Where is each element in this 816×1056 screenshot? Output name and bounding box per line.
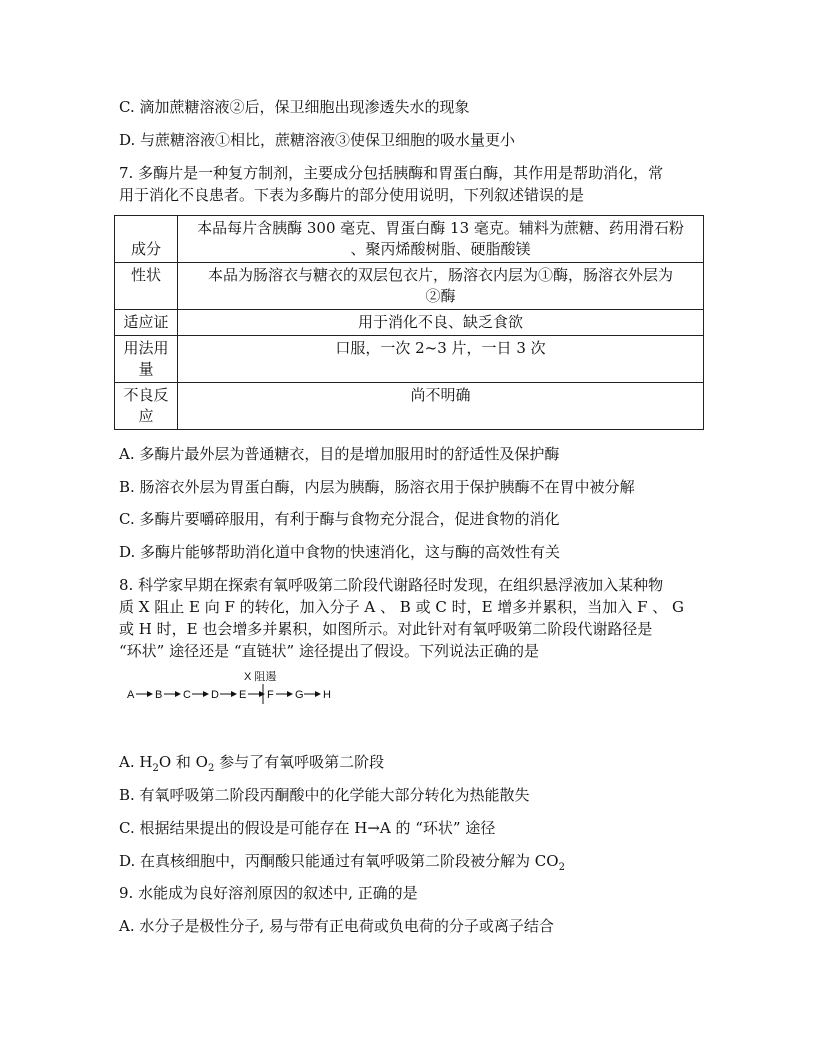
q7-option-d: D. 多酶片能够帮助消化道中食物的快速消化，这与酶的高效性有关: [119, 543, 561, 561]
pathway-node: B: [155, 689, 163, 701]
q6-option-d: D. 与蔗糖溶液①相比，蔗糖溶液③使保卫细胞的吸水量更小: [119, 131, 516, 149]
q8-stem: [119, 574, 699, 662]
table-row: [115, 216, 704, 263]
metabolic-pathway-diagram: [125, 670, 365, 720]
table-cell-value: 尚不明确: [178, 383, 704, 430]
block-label: X 阻遏: [244, 671, 277, 683]
q9-option-a: A. 水分子是极性分子, 易与带有正电荷或负电荷的分子或离子结合: [119, 917, 554, 935]
table-cell-label: 成分: [115, 216, 178, 263]
pathway-node: G: [295, 689, 304, 701]
table-cell-label: 性状: [115, 263, 178, 310]
table-row: [115, 383, 704, 430]
pathway-node: A: [127, 689, 135, 701]
table-row: [115, 310, 704, 336]
pathway-node: H: [323, 689, 331, 701]
q8-stem-line: 8. 科学家早期在探索有氧呼吸第二阶段代谢路径时发现，在组织悬浮液加入某种物: [119, 576, 664, 594]
q8-stem-line: 质 X 阻止 E 向 F 的转化，加入分子 A 、 B 或 C 时，E 增多并累积，当加入 F 、 G: [119, 598, 685, 616]
table-row: [115, 263, 704, 310]
q8-option-d: D. 在真核细胞中，丙酮酸只能通过有氧呼吸第二阶段被分解为 $CO_2$: [119, 852, 565, 873]
q7-stem-line: 7. 多酶片是一种复方制剂，主要成分包括胰酶和胃蛋白酶，其作用是帮助消化，常: [119, 164, 664, 182]
table-row: [115, 336, 704, 383]
table-cell-value: 本品为肠溶衣与糖衣的双层包衣片，肠溶衣内层为①酶，肠溶衣外层为 ②酶: [178, 263, 704, 310]
q7-option-b: B. 肠溶衣外层为胃蛋白酶，内层为胰酶，肠溶衣用于保护胰酶不在胃中被分解: [119, 478, 635, 496]
q7-stem-line: 用于消化不良患者。下表为多酶片的部分使用说明，下列叙述错误的是: [119, 186, 585, 204]
q7-drug-info-table: [114, 215, 704, 430]
table-cell-value: 用于消化不良、缺乏食欲: [178, 310, 704, 336]
q8-option-b: B. 有氧呼吸第二阶段丙酮酸中的化学能大部分转化为热能散失: [119, 786, 530, 804]
q8-option-c: C. 根据结果提出的假设是可能存在 H→A 的 “环状” 途径: [119, 819, 496, 837]
q8-option-a: A. $H_2O$ 和 $O_2$ 参与了有氧呼吸第二阶段: [119, 753, 385, 774]
q6-option-c: C. 滴加蔗糖溶液②后，保卫细胞出现渗透失水的现象: [119, 98, 470, 116]
pathway-node: D: [211, 689, 219, 701]
table-cell-label: 用法用 量: [115, 336, 178, 383]
q8-stem-line: 或 H 时，E 也会增多并累积，如图所示。对此针对有氧呼吸第二阶段代谢路径是: [119, 620, 653, 638]
pathway-node: F: [267, 689, 274, 701]
pathway-node: E: [239, 689, 247, 701]
table-cell-value: 口服，一次 2~3 片，一日 3 次: [178, 336, 704, 383]
q7-option-a: A. 多酶片最外层为普通糖衣，目的是增加服用时的舒适性及保护酶: [119, 445, 560, 463]
q7-stem: [119, 162, 699, 206]
q7-option-c: C. 多酶片要嚼碎服用，有利于酶与食物充分混合，促进食物的消化: [119, 510, 560, 528]
pathway-node: C: [183, 689, 191, 701]
table-cell-label: 适应证: [115, 310, 178, 336]
q8-stem-line: “环状” 途径还是 “直链状” 途径提出了假设。下列说法正确的是: [119, 642, 539, 660]
table-cell-value: 本品每片含胰酶 300 毫克、胃蛋白酶 13 毫克。辅料为蔗糖、药用滑石粉 、聚丙烯酸树脂、硬脂酸镁: [178, 216, 704, 263]
table-cell-label: 不良反 应: [115, 383, 178, 430]
q9-stem: 9. 水能成为良好溶剂原因的叙述中, 正确的是: [119, 884, 418, 902]
